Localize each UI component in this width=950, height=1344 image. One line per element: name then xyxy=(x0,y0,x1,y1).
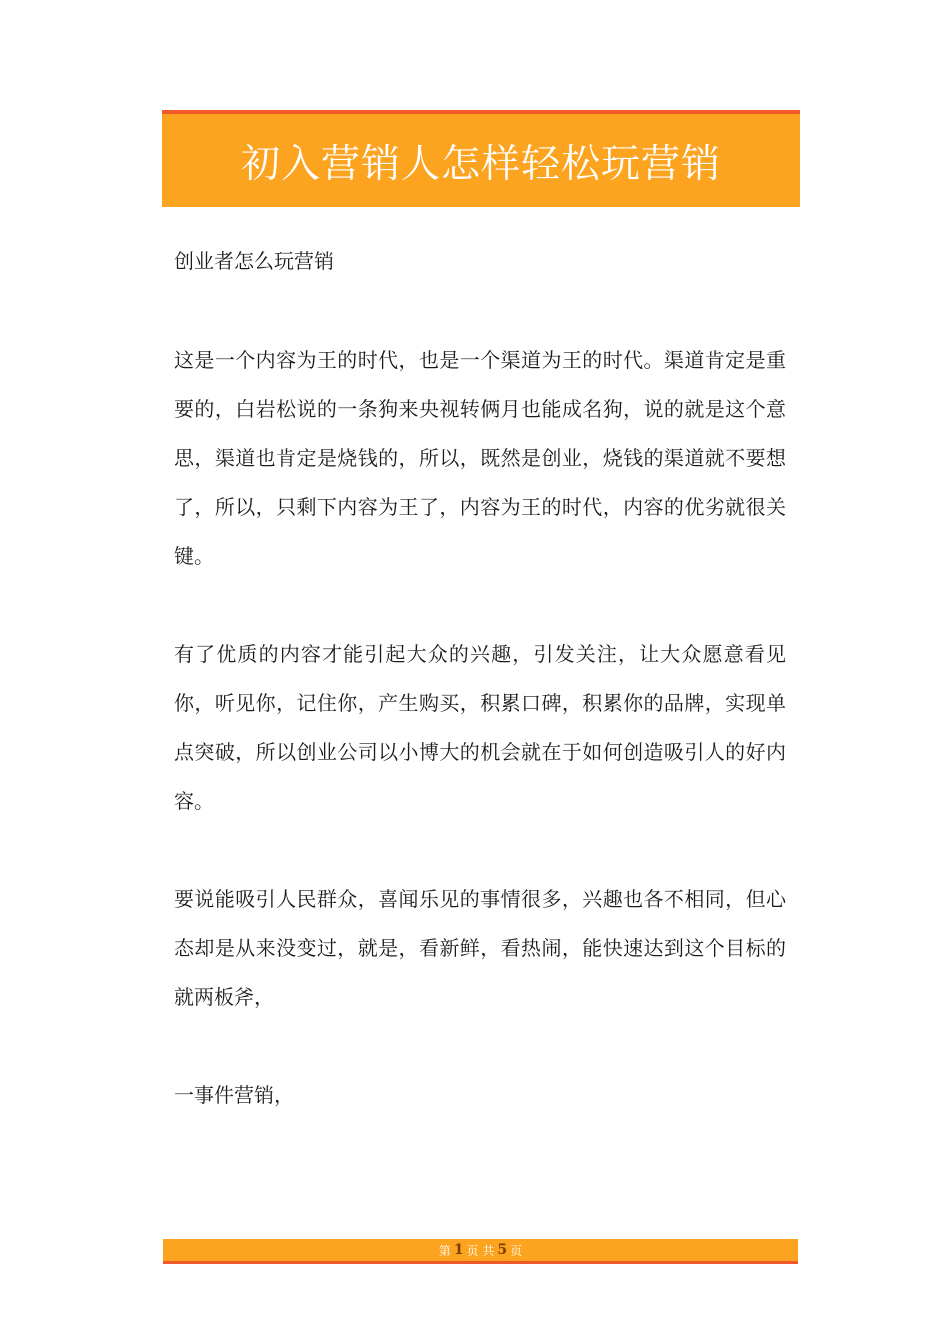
section-subtitle: 创业者怎么玩营销 xyxy=(174,249,334,273)
paragraph: 有了优质的内容才能引起大众的兴趣，引发关注，让大众愿意看见你，听见你，记住你，产生购买，积累口碑，积累你的品牌，实现单点突破，所以创业公司以小博大的机会就在于如何创造吸引人的好内容。 xyxy=(174,642,786,813)
footer-suffix: 页 xyxy=(510,1243,523,1258)
page-footer xyxy=(163,1239,798,1264)
footer-prefix: 第 xyxy=(438,1243,451,1258)
current-page-number: 1 xyxy=(453,1242,464,1258)
total-pages-number: 5 xyxy=(497,1242,508,1258)
paragraph: 这是一个内容为王的时代，也是一个渠道为王的时代。渠道肯定是重要的，白岩松说的一条狗来央视转俩月也能成名狗，说的就是这个意思，渠道也肯定是烧钱的，所以，既然是创业，烧钱的渠道就不要想了，所以，只剩下内容为王了，内容为王的时代，内容的优劣就很关键。 xyxy=(174,348,786,568)
title-banner xyxy=(162,110,800,207)
document-body xyxy=(174,236,786,1169)
paragraph: 一事件营销， xyxy=(174,1083,294,1107)
paragraph: 要说能吸引人民群众，喜闻乐见的事情很多，兴趣也各不相同，但心态却是从来没变过，就是，看新鲜，看热闹，能快速达到这个目标的就两板斧， xyxy=(174,887,786,1009)
document-title: 初入营销人怎样轻松玩营销 xyxy=(240,141,721,187)
footer-middle: 页 共 xyxy=(466,1243,495,1258)
